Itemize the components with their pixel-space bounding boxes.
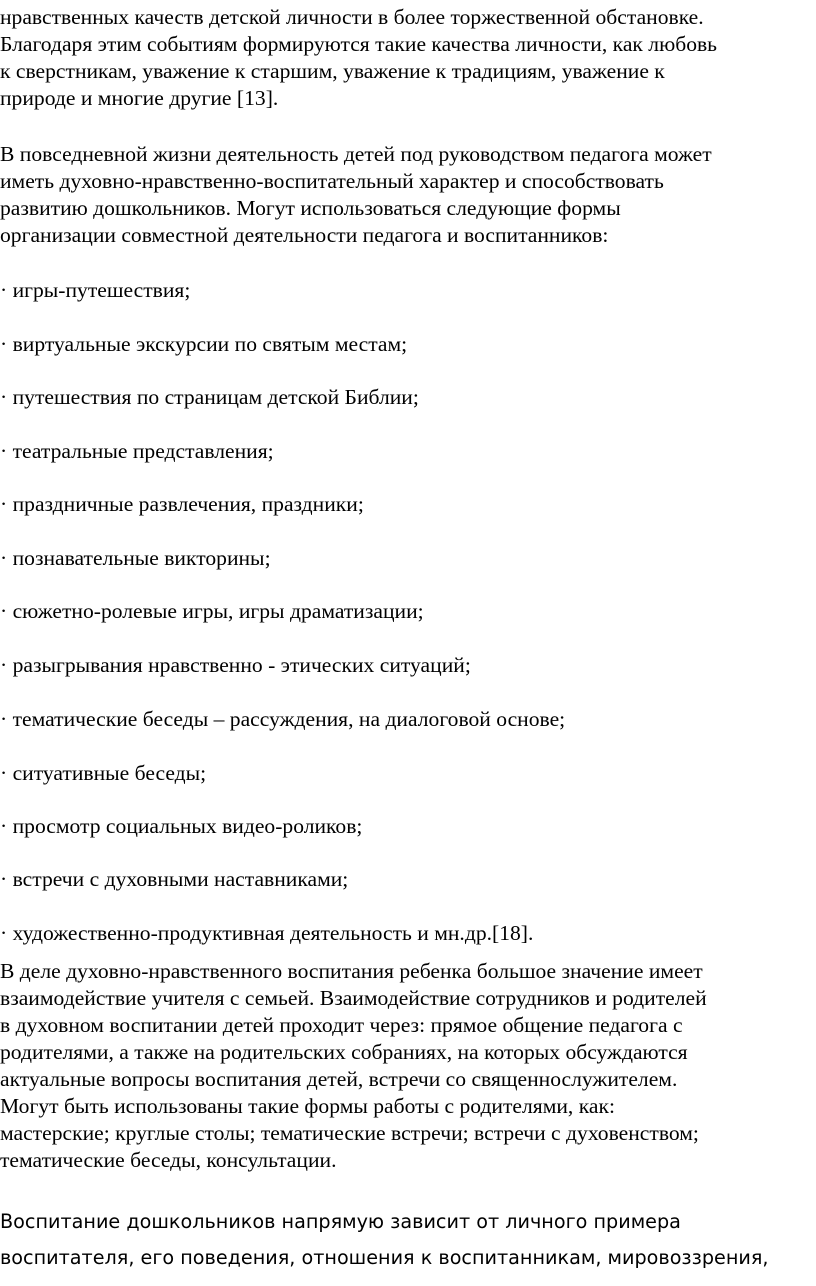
text-line: организации совместной деятельности педагога и воспитанников: — [0, 223, 609, 247]
text-line: родителями, а также на родительских собраниях, на которых обсуждаются — [0, 1040, 688, 1064]
text-line: нравственных качеств детской личности в более торжественной обстановке. — [0, 5, 704, 29]
list-item: · разыгрывания нравственно - этических ситуаций; — [0, 653, 471, 677]
list-item: · тематические беседы – рассуждения, на диалоговой основе; — [0, 707, 566, 731]
list-item: · игры-путешествия; — [0, 278, 191, 302]
text-line: природе и многие другие [13]. — [0, 86, 279, 110]
text-line: мастерские; круглые столы; тематические встречи; встречи с духовенством; — [0, 1121, 699, 1145]
text-line: В повседневной жизни деятельность детей под руководством педагога может — [0, 142, 712, 166]
text-line: тематические беседы, консультации. — [0, 1148, 337, 1172]
list-item: · художественно-продуктивная деятельность и мн.др.[18]. — [0, 921, 534, 945]
paragraph-intro — [0, 4, 816, 112]
paragraph-closing — [0, 1204, 816, 1276]
list-item: · ситуативные беседы; — [0, 761, 207, 785]
text-line: в духовном воспитании детей проходит через: прямое общение педагога с — [0, 1013, 683, 1037]
list-item: · театральные представления; — [0, 439, 274, 463]
list-item: · просмотр социальных видео-роликов; — [0, 814, 363, 838]
text-line: Воспитание дошкольников напрямую зависит от личного примера — [0, 1210, 681, 1233]
list-item: · праздничные развлечения, праздники; — [0, 492, 364, 516]
text-line: актуальные вопросы воспитания детей, встречи со священнослужителем. — [0, 1067, 678, 1091]
list-item: · виртуальные экскурсии по святым местам; — [0, 332, 408, 356]
text-line: иметь духовно-нравственно-воспитательный характер и способствовать — [0, 169, 664, 193]
list-item: · встречи с духовными наставниками; — [0, 867, 349, 891]
text-line: Благодаря этим событиям формируются такие качества личности, как любовь — [0, 32, 718, 56]
list-item: · сюжетно-ролевые игры, игры драматизации; — [0, 599, 424, 623]
text-line: Могут быть использованы такие формы работы с родителями, как: — [0, 1094, 615, 1118]
text-line: В деле духовно-нравственного воспитания ребенка большое значение имеет — [0, 959, 703, 983]
text-line: развитию дошкольников. Могут использоваться следующие формы — [0, 196, 621, 220]
text-line: взаимодействие учителя с семьей. Взаимодействие сотрудников и родителей — [0, 986, 707, 1010]
list-item: · путешествия по страницам детской Библии; — [0, 385, 419, 409]
list-item: · познавательные викторины; — [0, 546, 271, 570]
text-line: воспитателя, его поведения, отношения к воспитанникам, мировоззрения, — [0, 1246, 769, 1269]
text-line: к сверстникам, уважение к старшим, уважение к традициям, уважение к — [0, 59, 665, 83]
paragraph-daily-activities — [0, 141, 816, 249]
paragraph-family-interaction — [0, 958, 816, 1174]
